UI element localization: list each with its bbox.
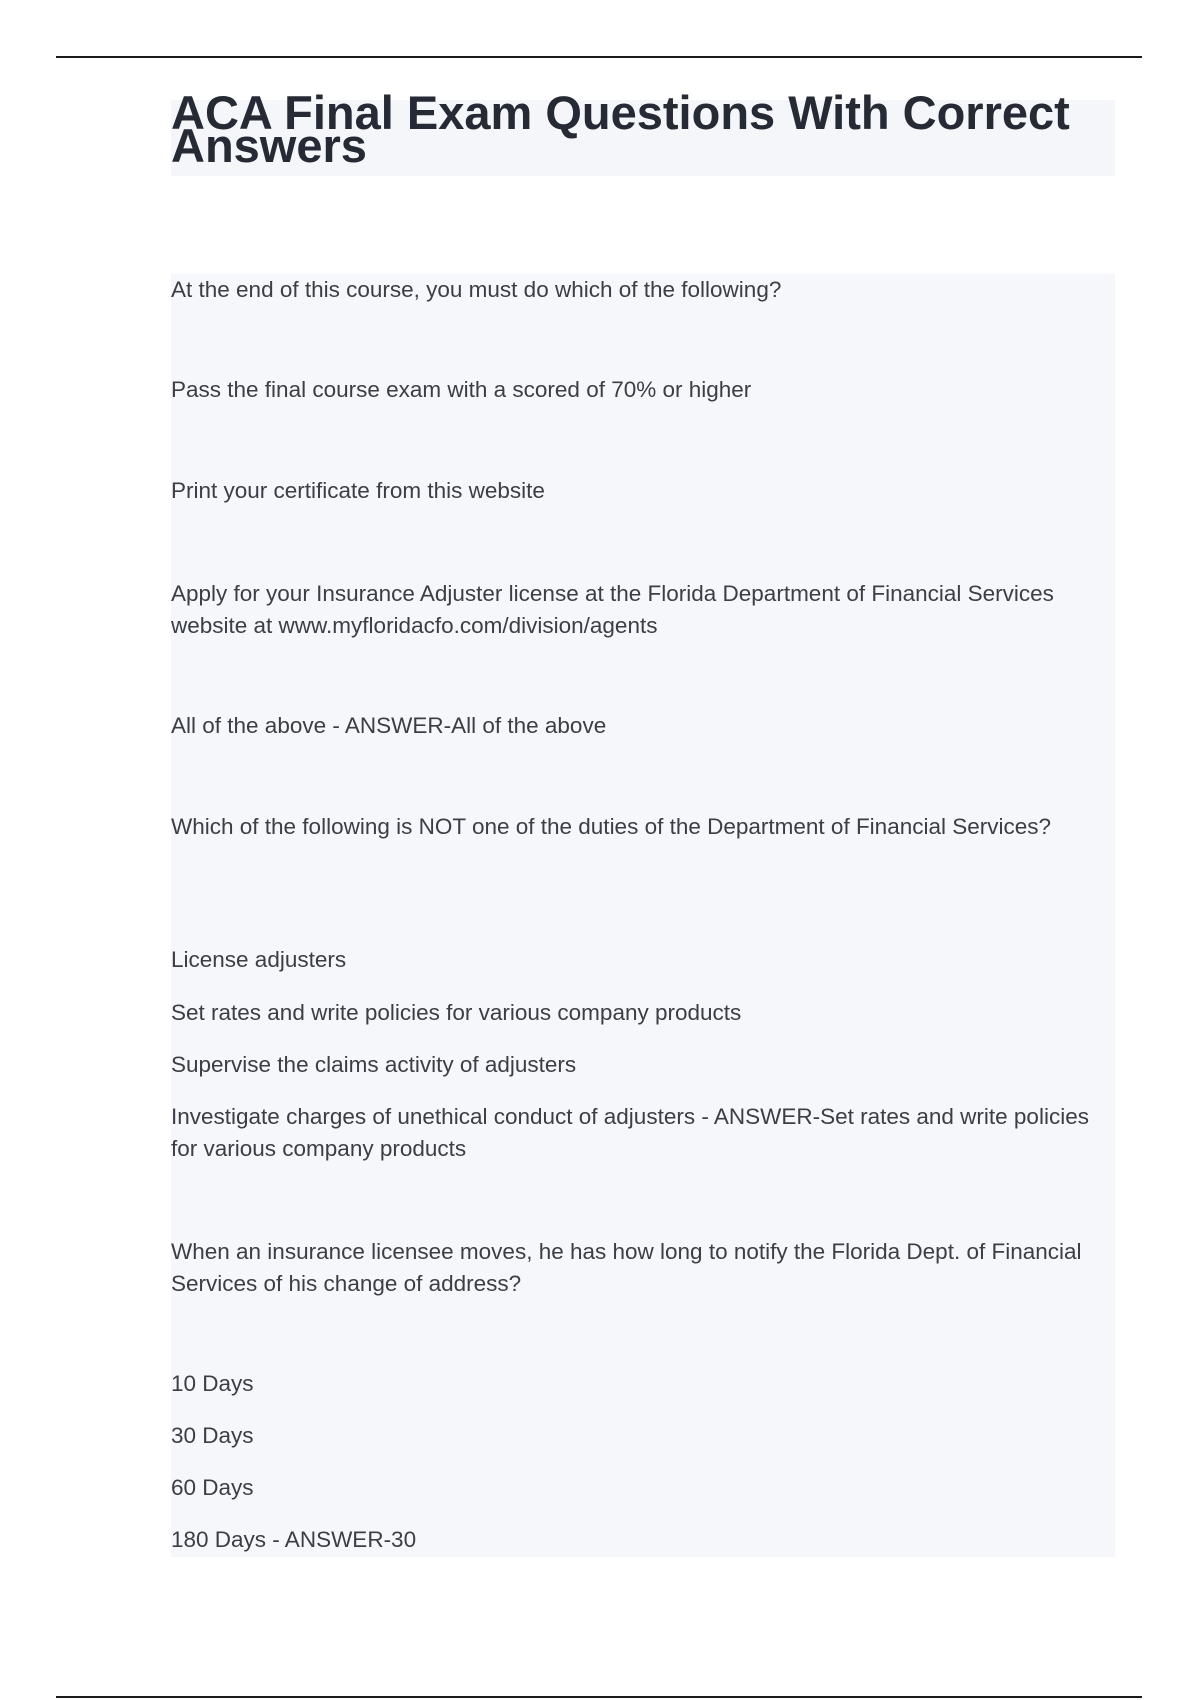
option-1d-answer: All of the above - ANSWER-All of the above [171, 713, 607, 738]
option-3c: 60 Days [171, 1475, 254, 1500]
option-2b: Set rates and write policies for various company products [171, 1000, 742, 1025]
option-3a: 10 Days [171, 1371, 254, 1396]
option-1a: Pass the final course exam with a scored of 70% or higher [171, 377, 752, 402]
option-1c: Apply for your Insurance Adjuster license at the Florida Department of Financial Services website at www.myfloridacfo.com/division/agents [171, 581, 1054, 638]
option-2a: License adjusters [171, 947, 347, 972]
question-3: When an insurance licensee moves, he has how long to notify the Florida Dept. of Financial Services of his change of address? [171, 1239, 1082, 1296]
content-highlight [171, 274, 1115, 1557]
bottom-rule [56, 1696, 1142, 1698]
option-2c: Supervise the claims activity of adjusters [171, 1052, 577, 1077]
option-1b: Print your certificate from this website [171, 478, 545, 503]
document-title: ACA Final Exam Questions With Correct Answers [171, 86, 1070, 172]
option-3b: 30 Days [171, 1423, 254, 1448]
question-2: Which of the following is NOT one of the duties of the Department of Financial Services? [171, 814, 1052, 839]
option-2d-answer: Investigate charges of unethical conduct of adjusters - ANSWER-Set rates and write policies for various company products [171, 1104, 1089, 1161]
option-3d-answer: 180 Days - ANSWER-30 [171, 1527, 417, 1552]
question-1: At the end of this course, you must do which of the following? [171, 277, 782, 302]
top-rule [56, 56, 1142, 58]
